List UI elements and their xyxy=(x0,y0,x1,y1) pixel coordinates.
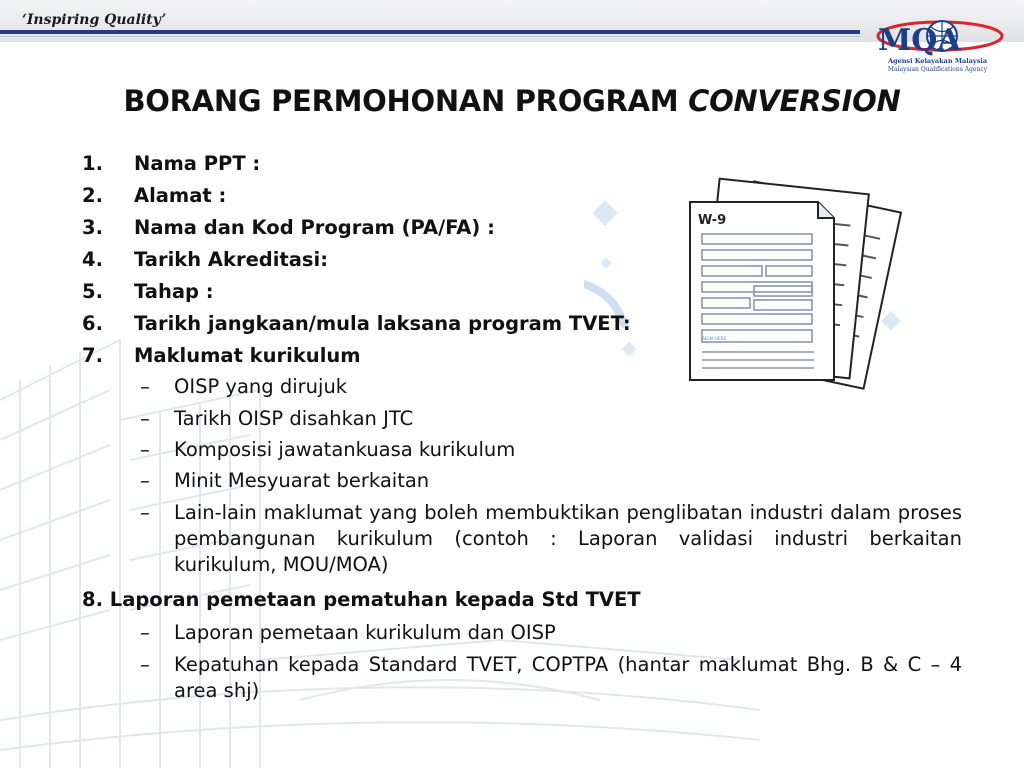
logo-subtitle-malay: Agensi Kelayakan Malaysia xyxy=(887,57,988,65)
sub-item-text: Laporan pemetaan kurikulum dan OISP xyxy=(174,621,556,644)
list-item-8: 8. Laporan pemetaan pematuhan kepada Std TVET xyxy=(82,588,641,611)
item-number: 1. xyxy=(82,152,103,175)
form-label: W-9 xyxy=(698,213,727,228)
logo-text: MQA xyxy=(878,23,961,58)
sub-item-text: Minit Mesyuarat berkaitan xyxy=(174,469,430,492)
dash-bullet: – xyxy=(140,438,150,461)
item-number: 4. xyxy=(82,248,103,271)
logo-subtitle-english: Malaysian Qualifications Agency xyxy=(887,66,988,73)
item-label: Tarikh Akreditasi: xyxy=(134,248,329,271)
title-main: BORANG PERMOHONAN PROGRAM xyxy=(123,84,689,118)
item-label: Nama dan Kod Program (PA/FA) : xyxy=(134,216,495,239)
header-rule-thin xyxy=(0,36,860,37)
item-label: Tarikh jangkaan/mula laksana program TVET: xyxy=(134,312,631,335)
dash-bullet: – xyxy=(140,621,150,644)
sub-item-text: OISP yang dirujuk xyxy=(174,375,348,398)
dash-bullet: – xyxy=(140,407,150,430)
title-italic: CONVERSION xyxy=(688,84,901,118)
sign-here-label: SIGN HERE xyxy=(702,337,727,342)
item-label: Nama PPT : xyxy=(134,152,261,175)
sub-item-text: Lain-lain maklumat yang boleh membuktikan penglibatan industri dalam proses pembangunan kurikulum (contoh : Laporan validasi industri berkaitan kurikulum, MOU/MOA) xyxy=(174,501,962,576)
dash-bullet: – xyxy=(140,501,150,524)
item-number: 2. xyxy=(82,184,103,207)
dash-bullet: – xyxy=(140,469,150,492)
sub-item-text: Tarikh OISP disahkan JTC xyxy=(174,407,414,430)
header-rule xyxy=(0,30,860,34)
item-label: Tahap : xyxy=(134,280,214,303)
documents-illustration xyxy=(584,174,914,404)
sub-item-text: Komposisi jawatankuasa kurikulum xyxy=(174,438,516,461)
dash-bullet: – xyxy=(140,653,150,676)
page-title xyxy=(0,84,1024,118)
item-number: 6. xyxy=(82,312,103,335)
item-label: Alamat : xyxy=(134,184,227,207)
sub-item-text: Kepatuhan kepada Standard TVET, COPTPA (hantar maklumat Bhg. B & C – 4 area shj) xyxy=(174,653,962,702)
dash-bullet: – xyxy=(140,375,150,398)
item-number: 5. xyxy=(82,280,103,303)
item-number: 3. xyxy=(82,216,103,239)
item-label: Maklumat kurikulum xyxy=(134,344,361,367)
tagline: ‘Inspiring Quality’ xyxy=(22,12,167,28)
item-number: 7. xyxy=(82,344,103,367)
mqa-logo-icon xyxy=(862,14,1012,74)
